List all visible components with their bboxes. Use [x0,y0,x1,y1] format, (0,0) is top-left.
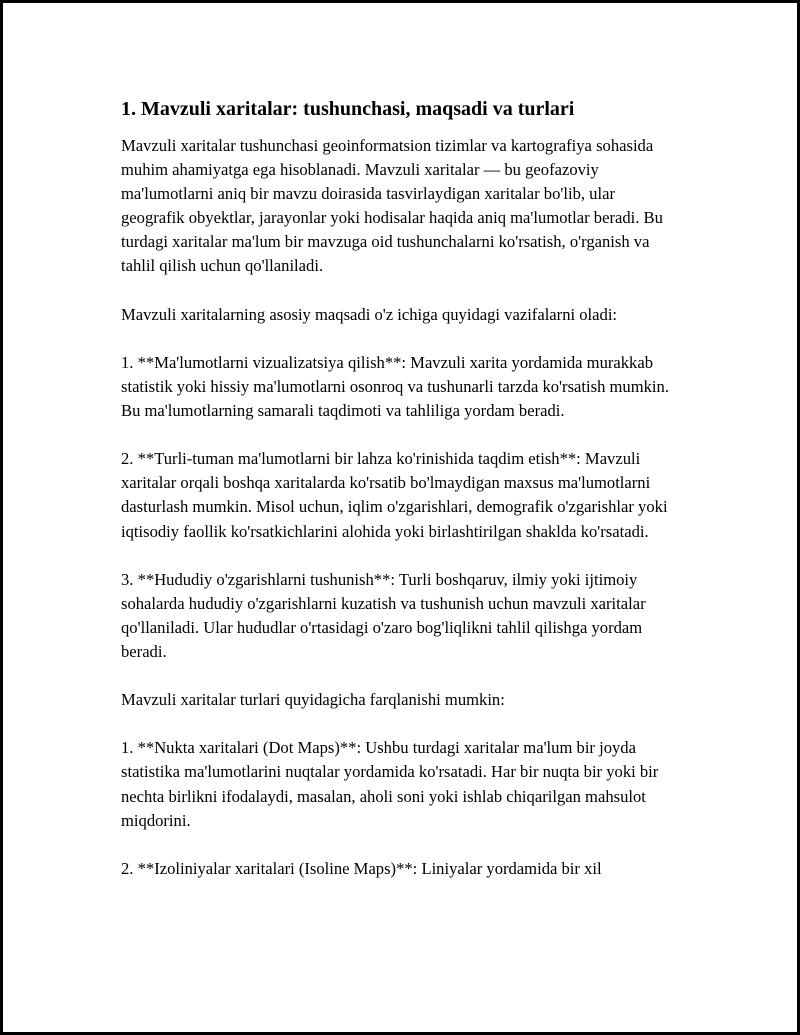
type-item-1: 1. **Nukta xaritalari (Dot Maps)**: Ushbu turdagi xaritalar ma'lum bir joyda statistika ma'lumotlarini nuqtalar yordamida ko'rsatadi. Har bir nuqta bir yoki bir nechta birlikni ifodalaydi, masalan, aholi soni yoki ishlab chiqarilgan mahsulot miqdorini. [121,738,659,830]
intro-paragraph: Mavzuli xaritalar tushunchasi geoinformatsion tizimlar va kartografiya sohasida muhim ahamiyatga ega hisoblanadi. Mavzuli xaritalar — bu geofazoviy ma'lumotlarni aniq bir mavzu doirasida tasvirlaydigan xaritalar bo'lib, ular geografik obyektlar, jarayonlar yoki hodisalar haqida aniq ma'lumotlar beradi. Bu turdagi xaritalar ma'lum bir mavzuga oid tushunchalarni ko'rsatish, o'rganish va tahlil qilish uchun qo'llaniladi. [121,136,663,276]
type-item-2: 2. **Izoliniyalar xaritalari (Isoline Maps)**: Liniyalar yordamida bir xil [121,858,602,878]
goal-item-3: 3. **Hududiy o'zgarishlarni tushunish**: Turli boshqaruv, ilmiy yoki ijtimoiy sohalarda hududiy o'zgarishlarni kuzatish va tushunish uchun mavzuli xaritalar qo'llaniladi. Ular hududlar o'rtasidagi o'zaro bog'liqlikni tahlil qilishga yordam beradi. [121,569,646,661]
goals-intro-paragraph: Mavzuli xaritalarning asosiy maqsadi o'z ichiga quyidagi vazifalarni oladi: [121,304,618,324]
section-heading: 1. Mavzuli xaritalar: tushunchasi, maqsadi va turlari [121,98,575,120]
types-intro-paragraph: Mavzuli xaritalar turlari quyidagicha farqlanishi mumkin: [121,690,505,710]
document-content [121,96,681,881]
goal-item-1: 1. **Ma'lumotlarni vizualizatsiya qilish**: Mavzuli xarita yordamida murakkab statistik yoki hissiy ma'lumotlarni osonroq va tushunarli tarzda ko'rsatish mumkin. Bu ma'lumotlarning samarali taqdimoti va tahliliga yordam beradi. [121,352,669,421]
goal-item-2: 2. **Turli-tuman ma'lumotlarni bir lahza ko'rinishida taqdim etish**: Mavzuli xaritalar orqali boshqa xaritalarda ko'rsatib bo'lmaydigan maxsus ma'lumotlarni dasturlash mumkin. Misol uchun, iqlim o'zgarishlari, demografik o'zgarishlar yoki iqtisodiy faollik ko'rsatkichlarini alohida yoki birlashtirilgan shaklda ko'rsatadi. [121,449,668,541]
